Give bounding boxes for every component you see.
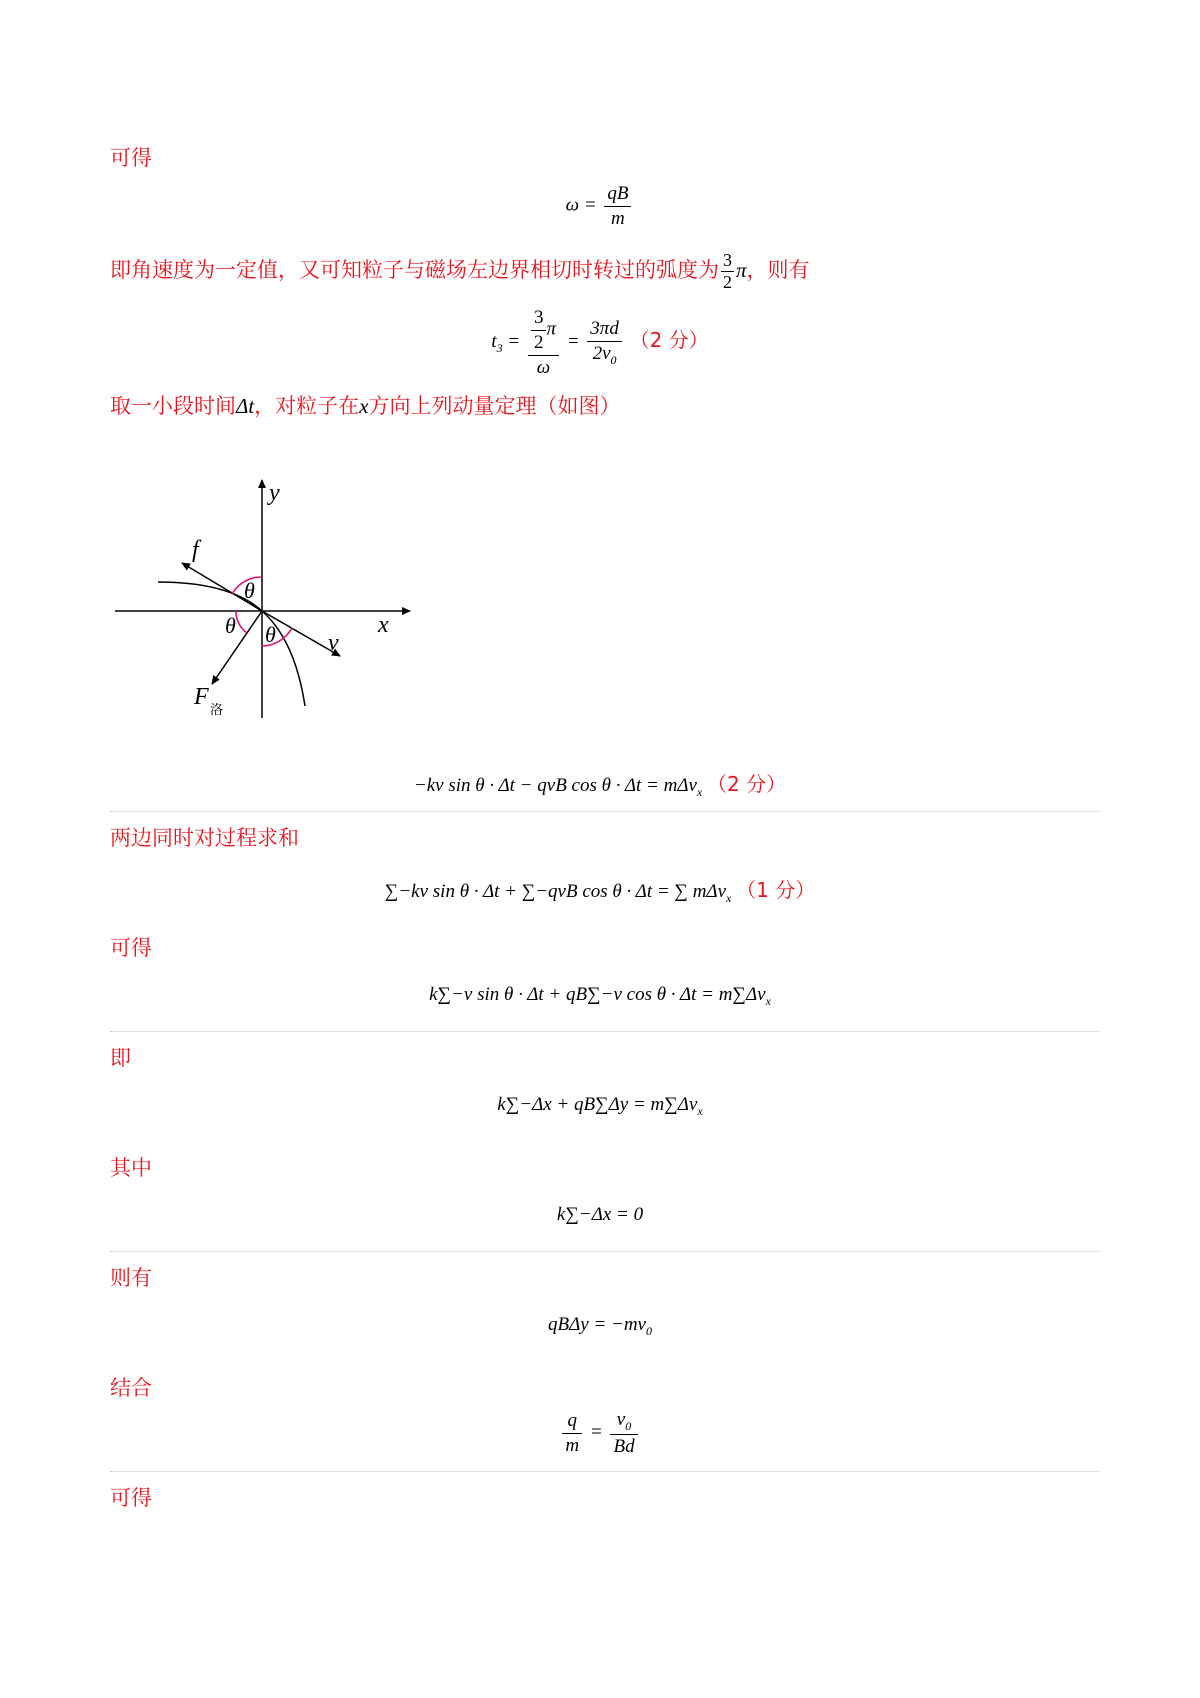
eq9-frac1 [562, 1409, 582, 1458]
equation-zero [0, 1204, 1200, 1226]
text-line-1: 可得 [110, 146, 152, 170]
theta-top: θ [244, 578, 255, 603]
text-line-6: 即 [110, 1046, 131, 1070]
eq1-den: m [611, 207, 625, 229]
force-diagram [110, 470, 430, 730]
separator [110, 1031, 1100, 1032]
eq9-den1: m [565, 1434, 580, 1456]
eq8-body: qBΔy = −mv [548, 1314, 646, 1335]
eq2-eqsign: = [507, 330, 521, 352]
equation-momentum [0, 768, 1200, 800]
inline-delta-t: Δt [236, 394, 255, 418]
v-label: v [328, 630, 339, 656]
eq2-big-num [528, 306, 559, 356]
inline-x: x [359, 394, 369, 418]
inline-fraction-3-2 [721, 250, 734, 292]
eq3-sub: x [696, 784, 703, 799]
eq2-inner-num: 3 [531, 306, 547, 331]
eq9-num2-sub: 0 [625, 1418, 632, 1433]
eq2-second-fraction [587, 317, 622, 368]
eq2-second-den-main: 2v [592, 343, 611, 365]
eq2-inner-den: 2 [533, 331, 544, 353]
f-label: f [192, 537, 199, 563]
equation-sum-factored [0, 984, 1200, 1009]
eq9-frac2 [610, 1408, 637, 1459]
eq9-num2 [610, 1408, 637, 1435]
lorentz-label: F [194, 684, 209, 710]
eq8-sub: 0 [646, 1323, 652, 1338]
eq2-score: （2 分） [629, 327, 709, 352]
eq9-num1: q [562, 1409, 582, 1434]
separator [110, 1251, 1100, 1252]
eq3-score: （2 分） [707, 772, 787, 796]
eq2-big-fraction [528, 306, 559, 379]
eq2-second-den [587, 342, 622, 368]
y-label: y [269, 480, 280, 506]
trajectory-curve [158, 582, 305, 706]
equation-charge-mass [0, 1408, 1200, 1459]
inline-frac-num: 3 [723, 250, 732, 270]
eq9-den2: Bd [613, 1435, 635, 1457]
equation-qbdy [0, 1314, 1200, 1339]
eq1-lhs: ω = [565, 194, 597, 216]
eq9-num2-main: v [616, 1409, 626, 1430]
eq5-sub: x [765, 993, 771, 1008]
text-line-3 [110, 390, 621, 420]
angle-arc-left [236, 611, 247, 633]
eq2-big-den: ω [536, 356, 551, 378]
equation-omega [0, 182, 1200, 231]
eq4-sub: x [726, 890, 732, 905]
eq2-lhs: t [491, 330, 497, 352]
inline-frac-den: 2 [723, 271, 732, 292]
text-line-4: 两边同时对过程求和 [110, 826, 299, 850]
eq2-second-num: 3πd [587, 317, 622, 342]
eq3-body: −kv sin θ · Δt − qvB cos θ · Δt = mΔv [413, 775, 697, 796]
theta-bottom: θ [265, 622, 276, 647]
line2-pre: 即角速度为一定值，又可知粒子与磁场左边界相切时转过的弧度为 [110, 258, 719, 283]
text-line-2 [110, 250, 810, 292]
line3-post: 方向上列动量定理（如图） [368, 394, 621, 418]
text-line-7: 其中 [110, 1156, 152, 1180]
eq6-body: k∑−Δx + qB∑Δy = m∑Δv [497, 1094, 698, 1115]
equation-t3 [0, 306, 1200, 379]
eq4-body: ∑−kv sin θ · Δt + ∑−qvB cos θ · Δt = ∑ mΔv [384, 881, 727, 902]
eq2-lhs-sub: 3 [496, 340, 503, 355]
eq2-eqsign2: = [566, 330, 580, 352]
line3-mid: ，对粒子在 [254, 394, 360, 418]
equation-displacement [0, 1094, 1200, 1119]
theta-left: θ [225, 613, 236, 638]
equation-sum-momentum [0, 874, 1200, 906]
text-line-5: 可得 [110, 936, 152, 960]
separator [110, 1471, 1100, 1472]
lorentz-sub: 洛 [210, 703, 224, 718]
eq6-sub: x [697, 1103, 703, 1118]
text-line-9: 结合 [110, 1376, 152, 1400]
eq9-eqsign: = [589, 1421, 603, 1443]
eq5-body: k∑−v sin θ · Δt + qB∑−v cos θ · Δt = m∑Δv [429, 984, 766, 1005]
line2-post: ，则有 [746, 258, 810, 283]
separator [110, 811, 1100, 812]
line3-pre: 取一小段时间 [110, 394, 236, 418]
eq1-fraction [604, 182, 631, 231]
text-line-10: 可得 [110, 1486, 152, 1510]
eq2-inner-fraction [531, 306, 547, 355]
eq4-score: （1 分） [736, 878, 816, 902]
eq2-second-den-sub: 0 [610, 352, 617, 367]
eq2-pi: π [546, 318, 556, 340]
x-label: x [378, 612, 389, 638]
eq1-num: qB [604, 182, 631, 207]
inline-pi: π [736, 258, 747, 283]
text-line-8: 则有 [110, 1266, 152, 1290]
eq7-body: k∑−Δx = 0 [556, 1204, 644, 1225]
